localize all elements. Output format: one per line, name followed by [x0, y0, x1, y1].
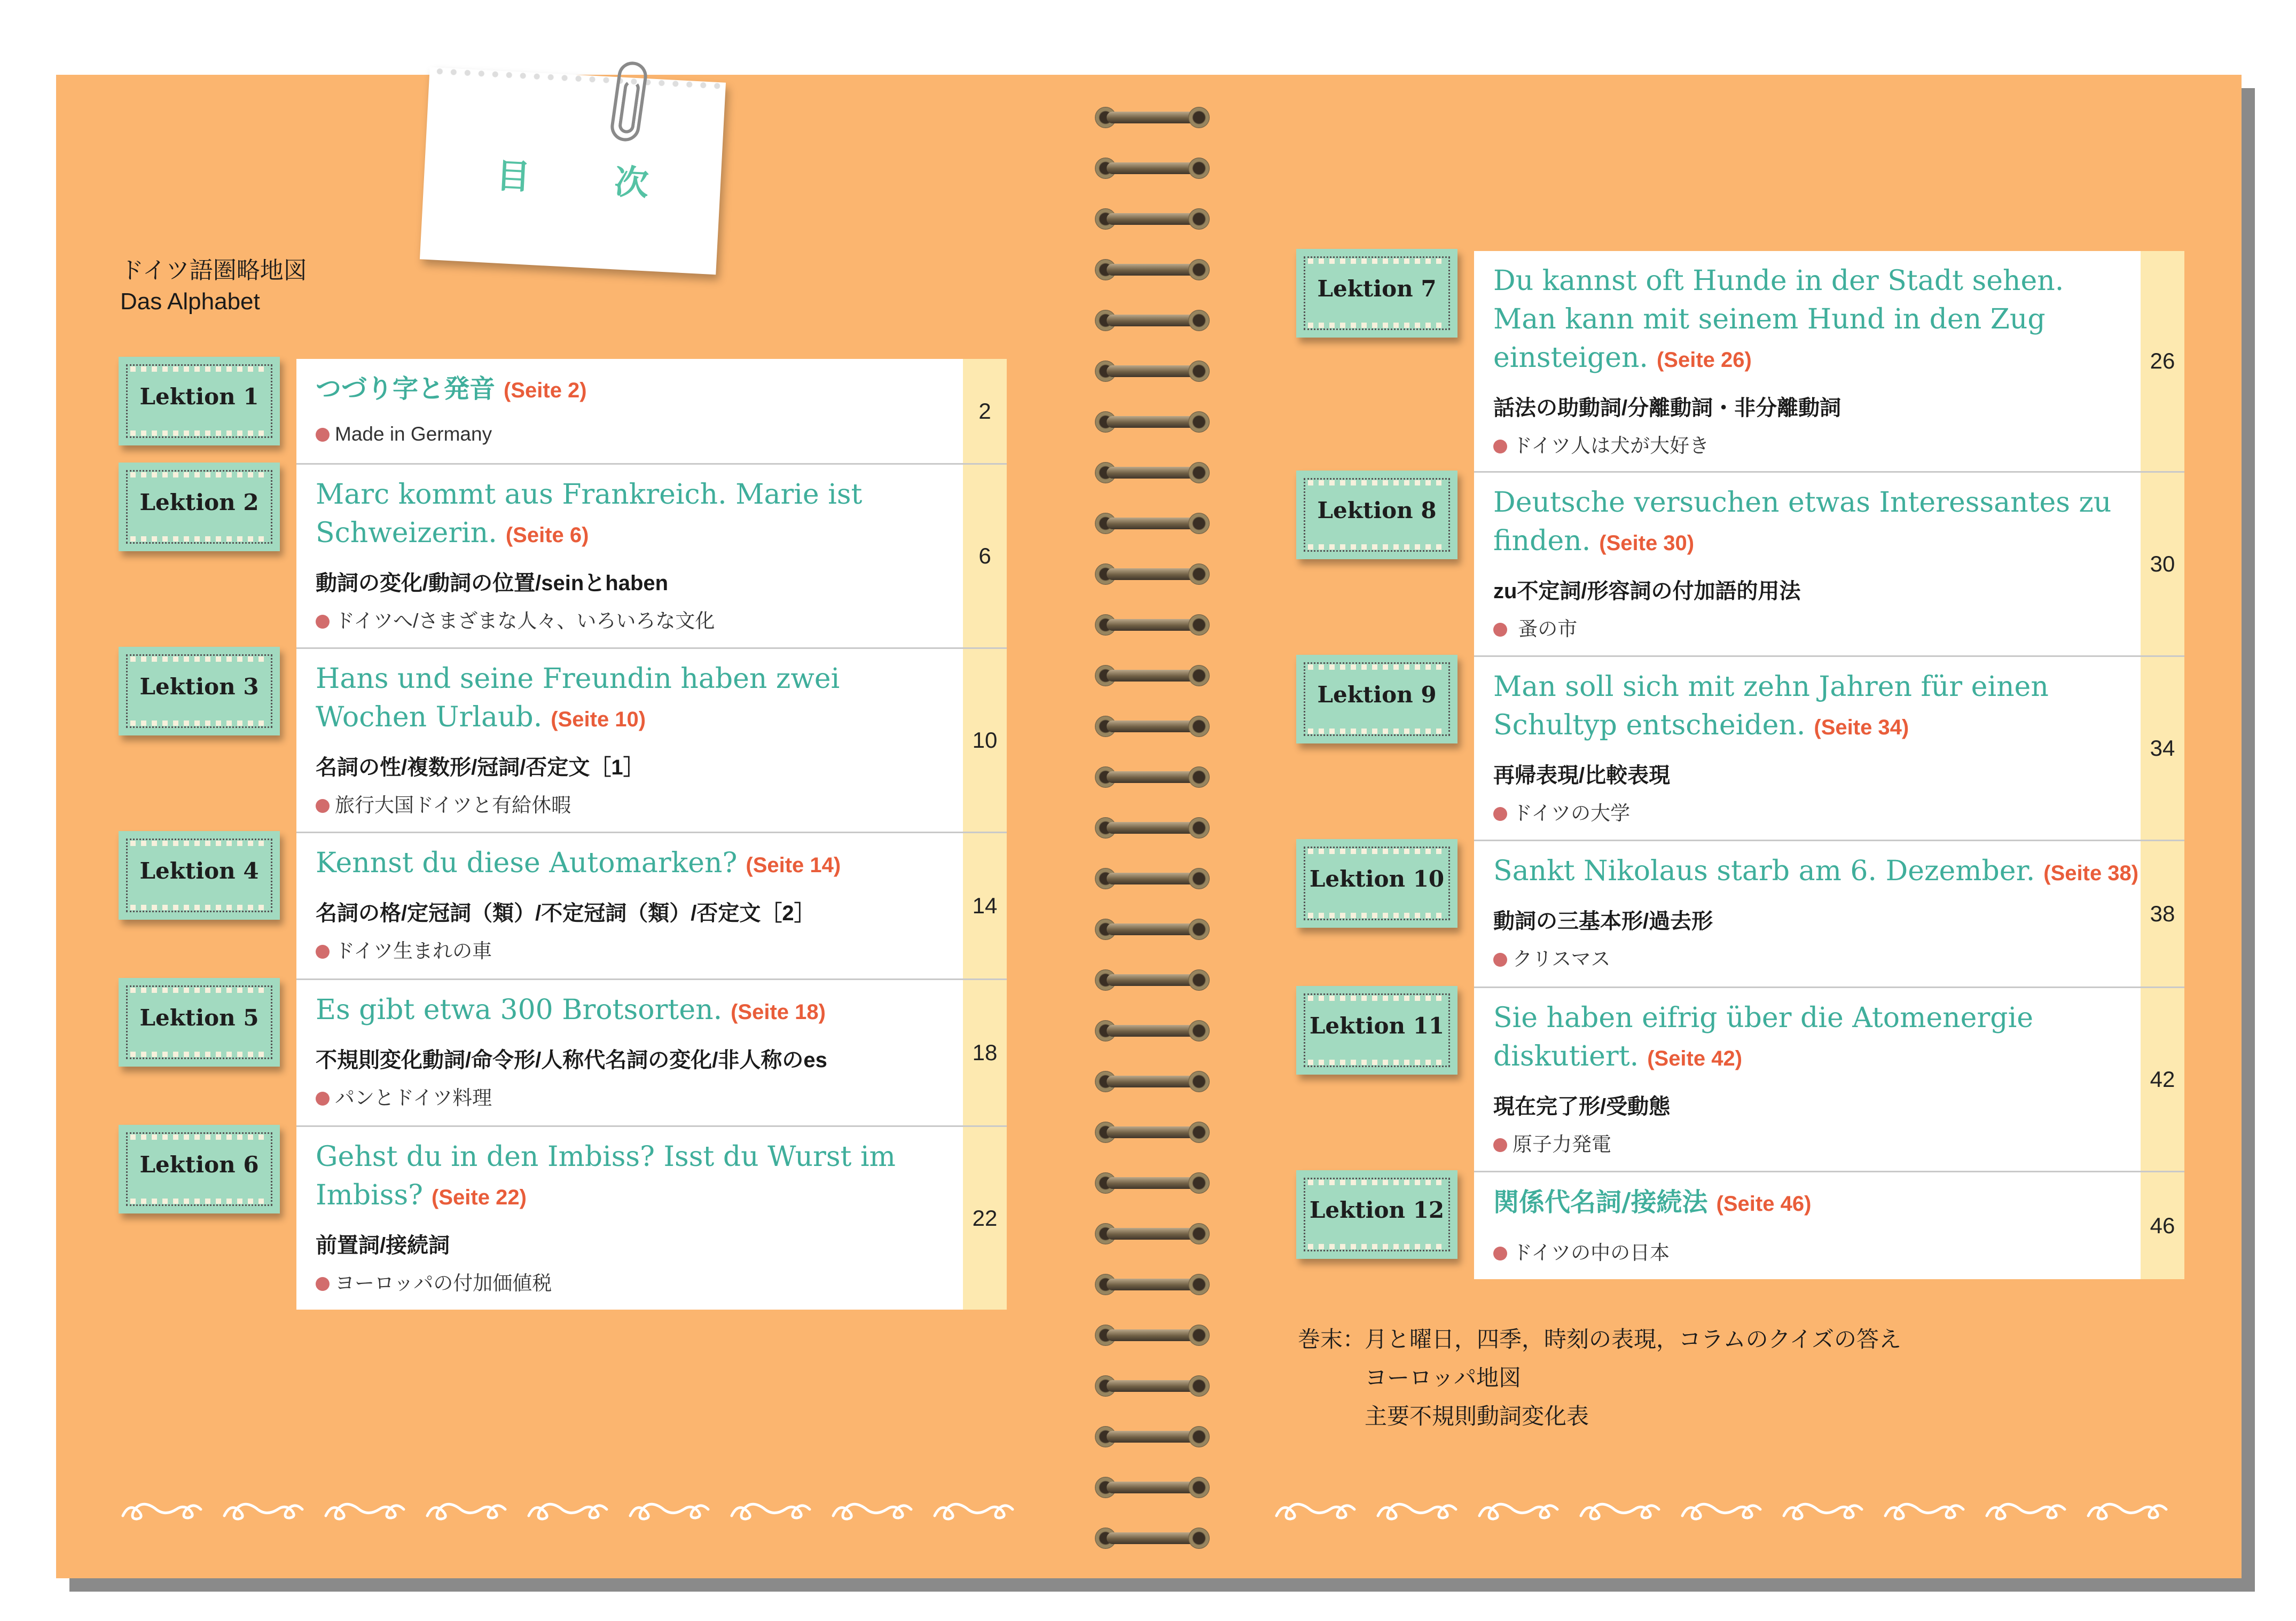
bullet-dot-icon — [316, 799, 330, 813]
appendix-label: 巻末： — [1298, 1327, 1366, 1352]
appendix-item[interactable]: 月と曜日，四季，時刻の表現，コラムのクイズの答え — [1365, 1327, 1902, 1352]
page-number: 26 — [2141, 251, 2184, 471]
spiral-ring — [1095, 1170, 1210, 1196]
badge-label: Lektion 5 — [139, 1005, 259, 1031]
badge-label: Lektion 7 — [1317, 276, 1437, 302]
lektion-badge-6[interactable] — [119, 1125, 280, 1213]
spiral-ring — [1095, 409, 1210, 435]
lesson-note: ドイツへ/さまざまな人々、いろいろな文化 — [316, 605, 715, 633]
spiral-ring — [1095, 257, 1210, 283]
lesson-note: ドイツ生まれの車 — [316, 935, 492, 964]
lektion-badge-1[interactable] — [119, 357, 280, 445]
toc-entry-lektion-2[interactable] — [296, 465, 1007, 649]
lesson-note: 蚤の市 — [1493, 613, 1577, 641]
spiral-ring — [1095, 663, 1210, 688]
page-number: 30 — [2141, 473, 2184, 655]
lesson-title: Kennst du diese Automarken? (Seite 14) — [316, 847, 841, 879]
badge-label: Lektion 10 — [1309, 866, 1445, 892]
lektion-badge-11[interactable] — [1296, 986, 1457, 1075]
lesson-title: Sie haben eifrig über die Atomenergie diskutiert. (Seite 42) — [1493, 1002, 2033, 1072]
toc-entry-lektion-7[interactable] — [1474, 251, 2184, 473]
page-number: 38 — [2141, 841, 2184, 986]
front-matter-map[interactable]: ドイツ語圏略地図 — [120, 257, 307, 284]
toc-entry-lektion-4[interactable] — [296, 833, 1007, 980]
appendix-item[interactable]: ヨーロッパ地図 — [1365, 1365, 1522, 1390]
spiral-ring — [1095, 917, 1210, 942]
lesson-grammar: 話法の助動詞/分離動詞・非分離動詞 — [1493, 396, 1841, 420]
spiral-ring — [1095, 1119, 1210, 1145]
page-number: 14 — [963, 833, 1007, 978]
lesson-grammar: 前置詞/接続詞 — [316, 1234, 450, 1257]
lektion-badge-4[interactable] — [119, 831, 280, 920]
badge-label: Lektion 6 — [139, 1152, 259, 1178]
bullet-dot-icon — [1493, 623, 1507, 637]
toc-entry-lektion-8[interactable] — [1474, 473, 2184, 657]
bullet-dot-icon — [316, 428, 330, 442]
spiral-ring — [1095, 308, 1210, 333]
spiral-ring — [1095, 1322, 1210, 1348]
lesson-title: つづり字と発音 (Seite 2) — [316, 374, 587, 404]
lesson-grammar: 名詞の格/定冠詞（類）/不定冠詞（類）/否定文［2］ — [316, 902, 816, 925]
spiral-ring — [1095, 105, 1210, 130]
lesson-title: Deutsche versuchen etwas Interessantes zu finden. (Seite 30) — [1493, 487, 2112, 557]
spiral-ring — [1095, 358, 1210, 384]
badge-label: Lektion 8 — [1317, 497, 1437, 523]
lesson-note: ドイツの中の日本 — [1493, 1236, 1670, 1265]
lesson-title: Marc kommt aus Frankreich. Marie ist Schweizerin. (Seite 6) — [316, 479, 863, 549]
lektion-badge-10[interactable] — [1296, 839, 1457, 928]
lesson-title: Gehst du in den Imbiss? Isst du Wurst im Imbiss? (Seite 22) — [316, 1141, 896, 1211]
page-number: 42 — [2141, 988, 2184, 1171]
spiral-ring — [1095, 1475, 1210, 1500]
note-perforation — [435, 66, 723, 91]
lesson-grammar: 名詞の性/複数形/冠詞/否定文［1］ — [316, 756, 645, 779]
toc-entry-lektion-9[interactable] — [1474, 657, 2184, 841]
page-number: 46 — [2141, 1172, 2184, 1279]
lesson-note: パンとドイツ料理 — [316, 1082, 492, 1110]
lesson-note: ヨーロッパの付加価値税 — [316, 1267, 552, 1296]
badge-label: Lektion 12 — [1309, 1197, 1445, 1223]
lesson-note: ドイツの大学 — [1493, 797, 1630, 826]
lesson-note: ドイツ人は犬が大好き — [1493, 429, 1709, 458]
lektion-badge-9[interactable] — [1296, 655, 1457, 743]
toc-entry-lektion-1[interactable] — [296, 359, 1007, 465]
bullet-dot-icon — [1493, 1247, 1507, 1260]
toc-entry-lektion-3[interactable] — [296, 649, 1007, 833]
lesson-note: 旅行大国ドイツと有給休暇 — [316, 789, 571, 818]
bullet-dot-icon — [1493, 807, 1507, 821]
appendix-item[interactable]: 主要不規則動詞変化表 — [1365, 1404, 1589, 1429]
spiral-ring — [1095, 460, 1210, 485]
page-number: 22 — [963, 1127, 1007, 1310]
badge-label: Lektion 1 — [139, 383, 259, 410]
page-number: 34 — [2141, 657, 2184, 840]
toc-entry-lektion-6[interactable] — [296, 1127, 1007, 1310]
bullet-dot-icon — [316, 1092, 330, 1106]
spiral-ring — [1095, 155, 1210, 181]
spiral-ring — [1095, 1221, 1210, 1247]
spiral-ring — [1095, 815, 1210, 841]
lektion-badge-2[interactable] — [119, 463, 280, 551]
page-number: 6 — [963, 465, 1007, 647]
badge-label: Lektion 3 — [139, 674, 259, 700]
toc-right — [1474, 251, 2184, 1279]
spiral-ring — [1095, 561, 1210, 587]
title-note — [420, 67, 726, 275]
bullet-dot-icon — [1493, 953, 1507, 967]
lesson-title: 関係代名詞/接続法 (Seite 46) — [1493, 1187, 1812, 1217]
spiral-ring — [1095, 612, 1210, 638]
badge-label: Lektion 2 — [139, 489, 259, 515]
right-ornament-icon — [1271, 1495, 2184, 1528]
lesson-grammar: zu不定詞/形容詞の付加語的用法 — [1493, 580, 1801, 603]
lesson-title: Sankt Nikolaus starb am 6. Dezember. (Seite 38) — [1493, 855, 2139, 887]
lektion-badge-5[interactable] — [119, 978, 280, 1067]
lesson-note: 原子力発電 — [1493, 1128, 1611, 1157]
toc-left — [296, 359, 1007, 1310]
lesson-grammar: 動詞の変化/動詞の位置/seinとhaben — [316, 571, 669, 595]
front-matter-alphabet[interactable]: Das Alphabet — [120, 288, 260, 315]
bullet-dot-icon — [316, 945, 330, 959]
page-number: 18 — [963, 980, 1007, 1125]
spiral-ring — [1095, 967, 1210, 993]
bullet-dot-icon — [316, 615, 330, 629]
spiral-ring — [1095, 714, 1210, 739]
lesson-note: クリスマス — [1493, 943, 1611, 972]
toc-entry-lektion-11[interactable] — [1474, 988, 2184, 1172]
lesson-grammar: 現在完了形/受動態 — [1493, 1095, 1671, 1118]
left-ornament-icon — [117, 1495, 1031, 1528]
lesson-grammar: 動詞の三基本形/過去形 — [1493, 910, 1713, 933]
spiral-ring — [1095, 1069, 1210, 1094]
page-number: 2 — [963, 359, 1007, 463]
toc-entry-lektion-12[interactable] — [1474, 1172, 2184, 1279]
badge-label: Lektion 9 — [1317, 682, 1437, 708]
spiral-ring — [1095, 1272, 1210, 1297]
lesson-grammar: 不規則変化動詞/命令形/人称代名詞の変化/非人称のes — [316, 1048, 827, 1072]
lektion-badge-8[interactable] — [1296, 471, 1457, 559]
lesson-grammar: 再帰表現/比較表現 — [1493, 764, 1671, 787]
lektion-badge-7[interactable] — [1296, 249, 1457, 338]
lektion-badge-12[interactable] — [1296, 1170, 1457, 1259]
badge-label: Lektion 4 — [139, 858, 259, 884]
toc-title: 目 次 — [495, 156, 687, 205]
spiral-ring — [1095, 1018, 1210, 1044]
lesson-title: Es gibt etwa 300 Brotsorten. (Seite 18) — [316, 994, 826, 1026]
spiral-ring — [1095, 1525, 1210, 1551]
toc-entry-lektion-10[interactable] — [1474, 841, 2184, 988]
badge-label: Lektion 11 — [1309, 1013, 1445, 1039]
lesson-title: Hans und seine Freundin haben zwei Wochen Urlaub. (Seite 10) — [316, 663, 840, 733]
page-number: 10 — [963, 649, 1007, 832]
spiral-ring — [1095, 206, 1210, 232]
bullet-dot-icon — [316, 1277, 330, 1291]
spiral-ring — [1095, 866, 1210, 891]
spiral-ring — [1095, 764, 1210, 790]
spiral-ring — [1095, 511, 1210, 536]
spiral-ring — [1095, 1373, 1210, 1399]
lesson-note: Made in Germany — [316, 423, 492, 445]
lesson-title: Du kannst oft Hunde in der Stadt sehen. Man kann mit seinem Hund in den Zug einsteigen. (Seite 26) — [1493, 265, 2064, 374]
lesson-title: Man soll sich mit zehn Jahren für einen Schultyp entscheiden. (Seite 34) — [1493, 671, 2049, 741]
spiral-ring — [1095, 1424, 1210, 1450]
bullet-dot-icon — [1493, 440, 1507, 453]
bullet-dot-icon — [1493, 1138, 1507, 1152]
toc-entry-lektion-5[interactable] — [296, 980, 1007, 1127]
lektion-badge-3[interactable] — [119, 647, 280, 735]
